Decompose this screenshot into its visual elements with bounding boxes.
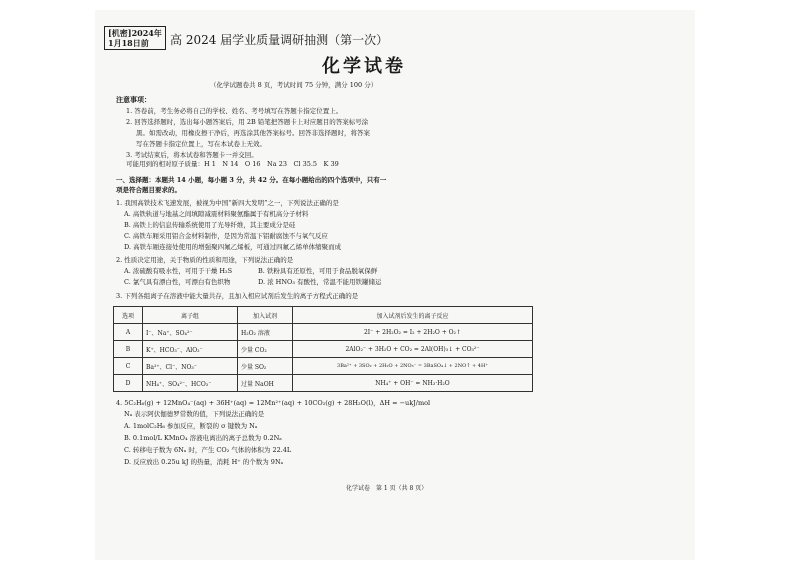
question-2-option: C. 氯气具有漂白性，可漂白有色织物: [124, 278, 231, 286]
question-1-option: A. 高铁轨道与地基之间填隙减震材料聚氨酯属于有机高分子材料: [124, 210, 309, 218]
table-cell: C: [114, 358, 143, 375]
notes-heading: 注意事项：: [116, 95, 151, 104]
question-1-option: D. 高铁车厢连接处使用的增强聚四氟乙烯板，可通过四氟乙烯单体缩聚而成: [124, 243, 342, 251]
table-cell: NH₄⁺ + OH⁻ = NH₃·H₂O: [293, 375, 533, 392]
note-item: 1. 答卷前，考生务必将自己的学校、姓名、考号填写在答题卡指定位置上。: [126, 107, 343, 115]
table-row: [114, 358, 533, 375]
table-cell: 3Ba²⁺ + 3SO₂ + 2H₂O + 2NO₃⁻ = 3BaSO₄↓ + 2NO↑ + 4H⁺: [293, 358, 533, 375]
table-cell: NH₄⁺、SO₄²⁻、HCO₃⁻: [143, 375, 238, 392]
exam-info: （化学试题卷共 8 页，考试时间 75 分钟，满分 100 分）: [210, 81, 378, 89]
table-header-cell: 加入试剂: [238, 307, 293, 324]
table-cell: A: [114, 324, 143, 341]
page-footer: 化学试卷 第 1 页（共 8 页）: [346, 485, 428, 492]
question-3-stem: 3. 下列各组离子在溶液中能大量共存，且加入相应试剂后发生的离子方程式正确的是: [116, 292, 359, 300]
secret-stamp: [机密]2024年 1月18日前: [104, 26, 166, 50]
section-heading: 项是符合题目要求的。: [116, 186, 181, 194]
note-item: 写在答题卡指定位置上，写在本试卷上无效。: [136, 140, 266, 148]
question-4-option: B. 0.1mol/L KMnO₄ 溶液电离出的离子总数为 0.2Nₐ: [124, 434, 282, 442]
subject-title: 化学试卷: [322, 56, 406, 77]
question-2-option: D. 浓 HNO₃ 有酸性，常温不能用铁罐储运: [258, 278, 382, 286]
table-row: [114, 375, 533, 392]
table-header-cell: 选项: [114, 307, 143, 324]
note-item: 2. 回答选择题时，选出每小题答案后，用 2B 铅笔把答题卡上对应题目的答案标号涂: [126, 118, 369, 126]
note-item: 黑。如需改动，用橡皮擦干净后，再选涂其他答案标号。回答非选择题时，将答案: [136, 129, 370, 137]
question-4-option: D. 反应放出 0.25u kJ 的热量，消耗 H⁺ 的个数为 9Nₐ: [124, 458, 284, 466]
table-cell: 2AlO₂⁻ + 3H₂O + CO₂ = 2Al(OH)₃↓ + CO₃²⁻: [293, 341, 533, 358]
section-heading: 一、选择题：本题共 14 小题，每小题 3 分，共 42 分。在每小题给出的四个选项中，只有一: [116, 176, 387, 184]
question-2-stem: 2. 性质决定用途，关于物质的性质和用途，下列说法正确的是: [116, 256, 294, 264]
question-4-stem-2: Nₐ 表示阿伏伽德罗常数的值，下列说法正确的是: [124, 410, 265, 418]
question-1-option: B. 高铁上的信息传输系统使用了光导纤维，其主要成分是硅: [124, 221, 296, 229]
table-cell: 过量 NaOH: [238, 375, 293, 392]
question-1-stem: 1. 我国高铁技术飞速发展，被视为中国“新四大发明”之一，下列说法正确的是: [116, 199, 339, 207]
table-header-cell: 离子组: [143, 307, 238, 324]
table-cell: D: [114, 375, 143, 392]
atomic-mass-line: 可能用到的相对原子质量：H 1 N 14 O 16 Na 23 Cl 35.5 K 39: [126, 160, 339, 168]
question-4-stem: 4. 5C₂H₆(g) + 12MnO₄⁻(aq) + 36H⁺(aq) = 12Mn²⁺(aq) + 10CO₂(g) + 28H₂O(l)，ΔH = −ukJ/mol: [116, 399, 431, 407]
table-row: [114, 341, 533, 358]
table-cell: 少量 SO₂: [238, 358, 293, 375]
table-header-row: [114, 307, 533, 324]
table-cell: K⁺、HCO₃⁻、AlO₂⁻: [143, 341, 238, 358]
question-2-option: B. 铁粉具有还原性，可用于食品脱氧保鲜: [258, 267, 378, 275]
table-cell: H₂O₂ 溶液: [238, 324, 293, 341]
table-cell: 少量 CO₂: [238, 341, 293, 358]
exam-name: 高 2024 届学业质量调研抽测（第一次）: [170, 33, 389, 47]
table-cell: B: [114, 341, 143, 358]
question-1-option: C. 高铁车厢采用铝合金材料制作，是因为常温下铝耐腐蚀不与氧气反应: [124, 232, 328, 240]
table-cell: I⁻、Na⁺、SO₄²⁻: [143, 324, 238, 341]
table-row: [114, 324, 533, 341]
note-item: 3. 考试结束后，将本试卷和答题卡一并交回。: [126, 151, 258, 159]
table-cell: Ba²⁺、Cl⁻、NO₃⁻: [143, 358, 238, 375]
question-3-table: [113, 306, 533, 392]
table-cell: 2I⁻ + 2H₂O₂ = I₂ + 2H₂O + O₂↑: [293, 324, 533, 341]
question-2-option: A. 浓硫酸有吸水性，可用于干燥 H₂S: [124, 267, 233, 275]
table-header-cell: 加入试剂后发生的离子反应: [293, 307, 533, 324]
question-4-option: C. 转移电子数为 6Nₐ 时，产生 CO₂ 气体的体积为 22.4L: [124, 446, 292, 454]
question-4-option: A. 1molC₂H₆ 参加反应，断裂的 σ 键数为 Nₐ: [124, 422, 258, 430]
